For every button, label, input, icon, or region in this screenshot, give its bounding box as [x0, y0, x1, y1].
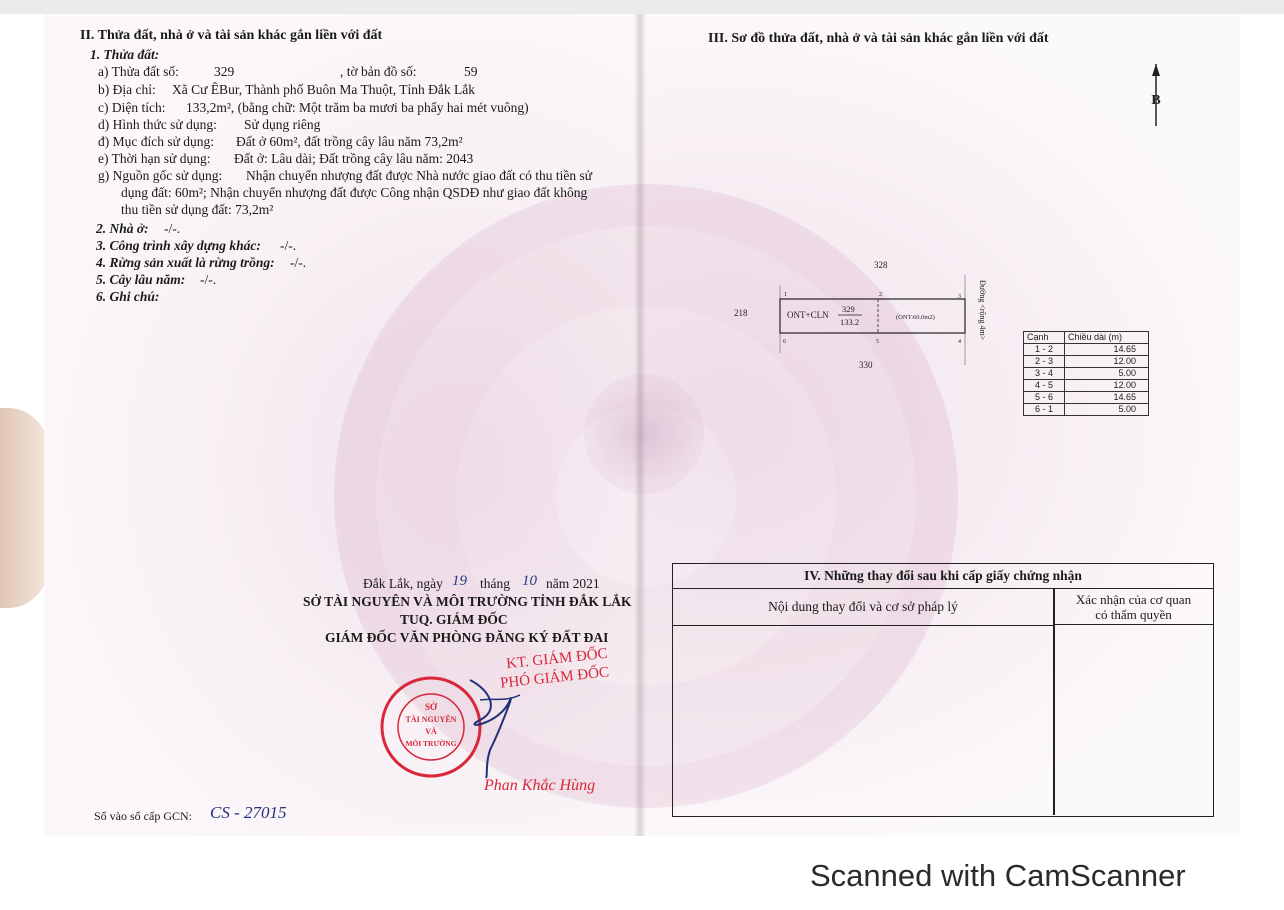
- deputy-stamp: PHÓ GIÁM ĐỐC: [499, 664, 610, 692]
- road-label: Đường <rộng 4m>: [978, 280, 987, 341]
- forest-value: -/-.: [290, 255, 307, 270]
- length-cell: 12.00: [1065, 356, 1149, 368]
- seal-text-1: SỞ: [424, 702, 438, 712]
- address-label: b) Địa chỉ:: [98, 82, 156, 97]
- edge-length-table: [1023, 331, 1149, 416]
- point-2: 2: [879, 292, 882, 298]
- length-cell: 12.00: [1065, 380, 1149, 392]
- camscanner-watermark: Scanned with CamScanner: [810, 858, 1186, 893]
- date-prefix: Đắk Lắk, ngày: [363, 576, 443, 591]
- date-month-label: tháng: [480, 576, 510, 591]
- seal-text-3: VÀ: [425, 727, 437, 736]
- signature-icon: [440, 670, 530, 780]
- area-label: c) Diện tích:: [98, 100, 166, 115]
- perennial-value: -/-.: [200, 272, 217, 287]
- col-edge: Cạnh: [1024, 332, 1065, 344]
- date-year: năm 2021: [546, 576, 600, 591]
- purpose-value: Đất ở 60m², đất trồng cây lâu năm 73,2m²: [236, 134, 463, 149]
- date-month: 10: [522, 573, 537, 589]
- changes-table: [672, 563, 1214, 817]
- edge-cell: 6 - 1: [1024, 404, 1065, 416]
- confirm-line-2: có thẩm quyền: [1095, 607, 1172, 622]
- parcel-number: 329: [842, 304, 855, 314]
- other-works-value: -/-.: [280, 238, 297, 253]
- length-cell: 14.65: [1065, 344, 1149, 356]
- usage-form-label: d) Hình thức sử dụng:: [98, 117, 217, 132]
- area-value: 133,2m², (bằng chữ: Một trăm ba mươi ba phẩy hai mét vuông): [186, 100, 529, 115]
- edge-cell: 4 - 5: [1024, 380, 1065, 392]
- table-row: [1024, 344, 1149, 356]
- point-3: 3: [958, 294, 961, 300]
- neighbor-left: 218: [734, 308, 748, 318]
- length-cell: 14.65: [1065, 392, 1149, 404]
- edge-cell: 5 - 6: [1024, 392, 1065, 404]
- origin-line-1: Nhận chuyển nhượng đất được Nhà nước giao đất có thu tiền sử: [246, 168, 593, 183]
- forest-label: 4. Rừng sản xuất là rừng trồng:: [96, 255, 275, 270]
- table-row: [1024, 392, 1149, 404]
- date-day: 19: [452, 573, 467, 589]
- other-works-label: 3. Công trình xây dựng khác:: [96, 238, 261, 253]
- term-value: Đất ở: Lâu dài; Đất trồng cây lâu năm: 2043: [234, 151, 474, 166]
- finger-edge: [0, 408, 48, 608]
- term-label: e) Thời hạn sử dụng:: [98, 151, 211, 166]
- kt-stamp: KT. GIÁM ĐỐC: [505, 645, 609, 673]
- col-length: Chiều dài (m): [1065, 332, 1149, 344]
- neighbor-top: 328: [874, 260, 888, 270]
- point-4: 4: [958, 339, 961, 345]
- ont-note: (ONT:60.0m2): [896, 314, 935, 321]
- section-iii-title: III. Sơ đồ thửa đất, nhà ở và tài sản khác gắn liền với đất: [708, 31, 1049, 46]
- note-label: 6. Ghi chú:: [96, 289, 160, 304]
- parcel-no-label: a) Thửa đất số:: [98, 64, 179, 79]
- point-1: 1: [784, 292, 787, 298]
- edge-cell: 1 - 2: [1024, 344, 1065, 356]
- point-5: 5: [876, 339, 879, 345]
- table-row: [1024, 380, 1149, 392]
- changes-title: IV. Những thay đổi sau khi cấp giấy chứng nhận: [673, 564, 1213, 589]
- map-sheet-label: , tờ bản đồ số:: [340, 64, 417, 79]
- parcel-map: [728, 255, 998, 375]
- table-row: [1024, 404, 1149, 416]
- house-value: -/-.: [164, 221, 181, 236]
- north-arrow-icon: [1144, 62, 1168, 128]
- perennial-label: 5. Cây lâu năm:: [96, 272, 186, 287]
- land-heading: 1. Thửa đất:: [90, 47, 160, 62]
- edge-cell: 2 - 3: [1024, 356, 1065, 368]
- map-sheet-value: 59: [464, 64, 478, 79]
- changes-col-confirm: [1054, 589, 1213, 625]
- page-fold: [634, 14, 646, 836]
- table-row: [1024, 356, 1149, 368]
- tuq-line: TUQ. GIÁM ĐỐC: [400, 612, 508, 627]
- address-value: Xã Cư ÊBur, Thành phố Buôn Ma Thuột, Tỉnh Đắk Lắk: [172, 82, 475, 97]
- length-cell: 5.00: [1065, 368, 1149, 380]
- director-line: GIÁM ĐỐC VĂN PHÒNG ĐĂNG KÝ ĐẤT ĐAI: [325, 630, 609, 645]
- changes-col-content: Nội dung thay đổi và cơ sở pháp lý: [673, 589, 1053, 626]
- neighbor-bottom: 330: [859, 360, 873, 370]
- confirm-line-1: Xác nhận của cơ quan: [1075, 592, 1192, 607]
- issuing-org: SỞ TÀI NGUYÊN VÀ MÔI TRƯỜNG TỈNH ĐẮK LẮK: [303, 594, 632, 609]
- length-cell: 5.00: [1065, 404, 1149, 416]
- origin-label: g) Nguồn gốc sử dụng:: [98, 168, 223, 183]
- seal-text-4: MÔI TRƯỜNG: [405, 739, 457, 748]
- parcel-code: ONT+CLN: [787, 310, 829, 320]
- point-6: 6: [783, 339, 786, 345]
- edge-cell: 3 - 4: [1024, 368, 1065, 380]
- registry-no-value: CS - 27015: [210, 803, 287, 822]
- house-label: 2. Nhà ở:: [96, 221, 149, 236]
- table-row: [1024, 368, 1149, 380]
- parcel-area: 133.2: [840, 317, 860, 327]
- section-ii-title: II. Thửa đất, nhà ở và tài sản khác gắn liền với đất: [80, 28, 383, 43]
- seal-text-2: TÀI NGUYÊN: [405, 715, 457, 724]
- usage-form-value: Sử dụng riêng: [244, 117, 321, 132]
- purpose-label: đ) Mục đích sử dụng:: [98, 134, 215, 149]
- parcel-no-value: 329: [214, 64, 235, 79]
- registry-no-label: Số vào sổ cấp GCN:: [94, 809, 192, 823]
- signer-name: Phan Khắc Hùng: [484, 777, 596, 794]
- origin-line-3: thu tiền sử dụng đất: 73,2m²: [121, 202, 274, 217]
- changes-divider: [1053, 589, 1055, 815]
- origin-line-2: dụng đất: 60m²; Nhận chuyển nhượng đất được Công nhận QSDĐ như giao đất không: [121, 185, 588, 200]
- north-label: B: [1151, 93, 1161, 108]
- scanner-top-bar: [0, 0, 1284, 14]
